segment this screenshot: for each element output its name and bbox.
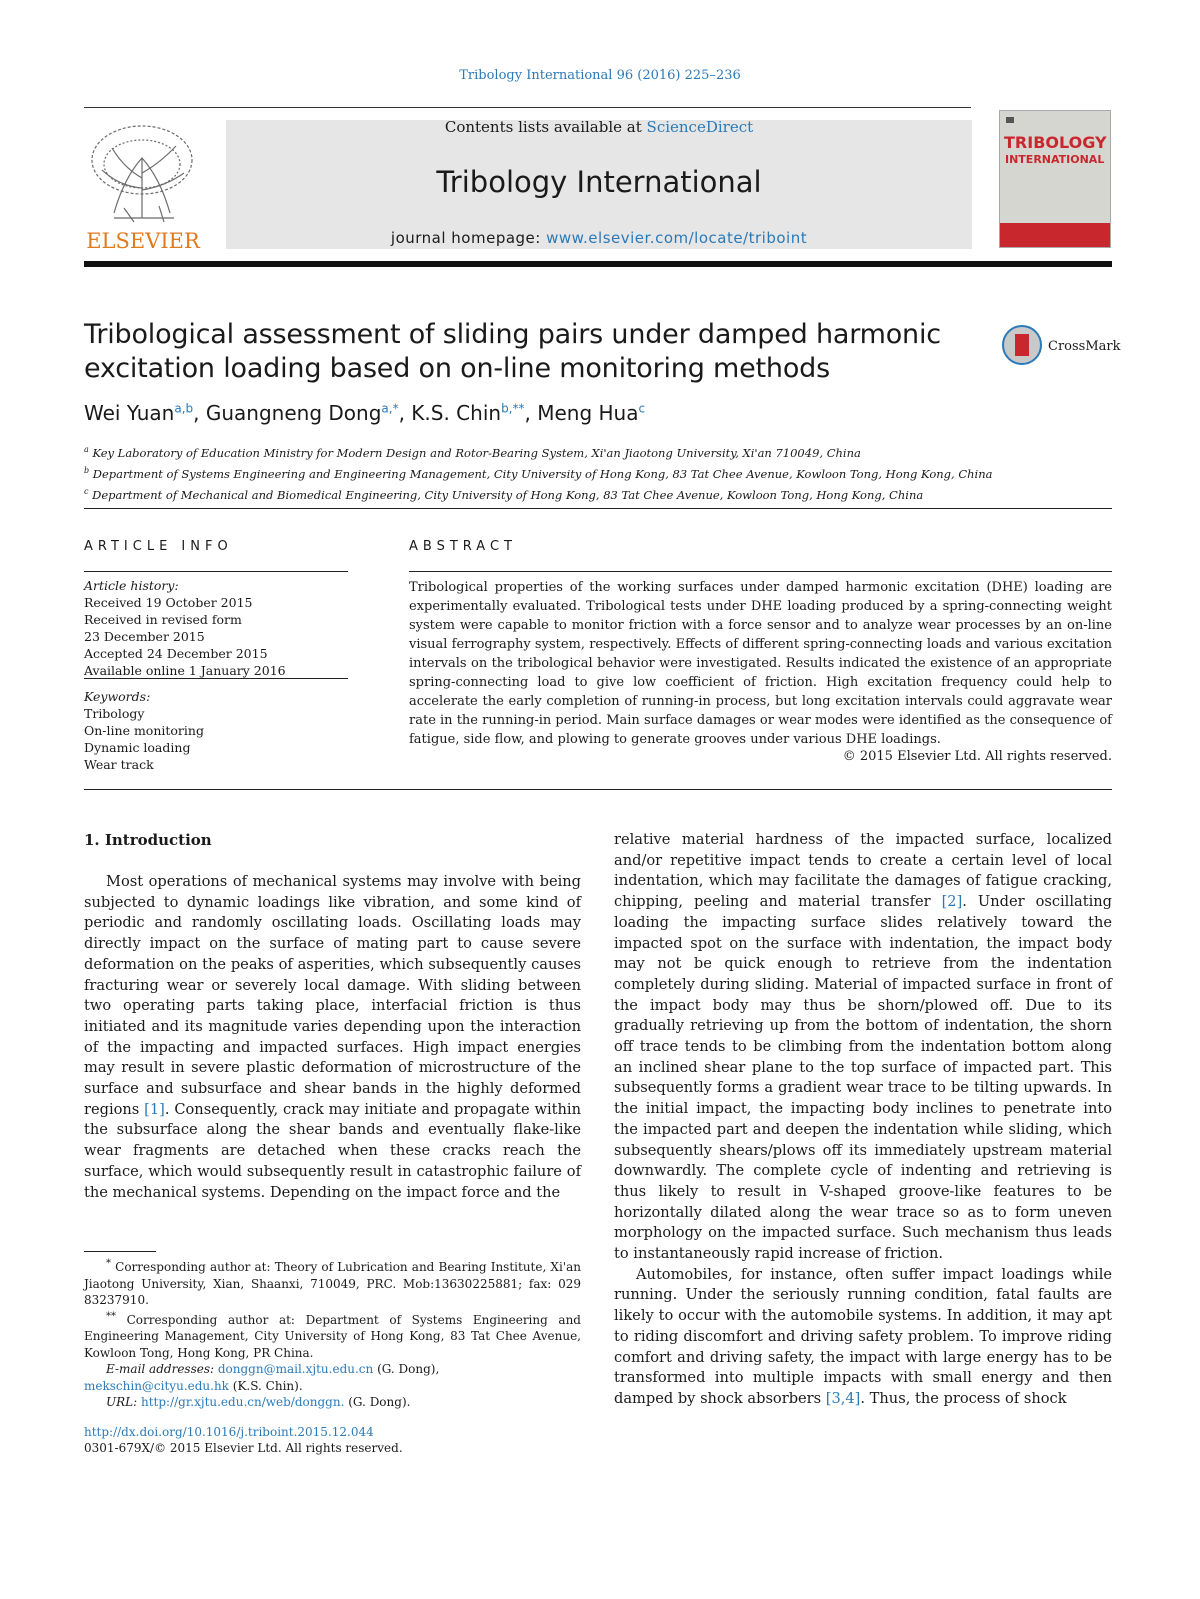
contents-line [226, 118, 972, 136]
citation-link[interactable]: [3,4] [825, 1389, 861, 1407]
history-item: Received in revised form [84, 612, 242, 627]
affiliation-list [84, 441, 1124, 503]
history-item: 23 December 2015 [84, 629, 205, 644]
author-name: Guangneng Dong [205, 401, 382, 425]
divider-rule [84, 508, 1112, 509]
journal-title: Tribology International [436, 165, 762, 199]
crossmark-badge[interactable] [1002, 325, 1121, 369]
abstract-text: Tribological properties of the working surfaces under damped harmonic excitation (DHE) loading are experimentally evaluated. Tribological tests under DHE loading produced by a spring-connecting weight system were capable to monitor friction with a force sensor and to analyze wear processes by an on-line visual ferrography system, respectively. Effects of different spring-connecting loads and various excitation intervals on the tribological behavior were investigated. Results indicated the existence of an appropriate spring-connecting load to give low coefficient of friction. High excitation frequency could help to accelerate the early completion of running-in process, but long excitation intervals could aggravate wear rate in the running-in period. Main surface damages or wear modes were identified as the consequence of fatigue, side flow, and plowing to generate grooves under various DHE loadings. [409, 580, 1112, 747]
footnote-rule [84, 1251, 156, 1252]
body-paragraph [614, 830, 1112, 1265]
affiliation-mark: a [84, 445, 89, 454]
contents-prefix: Contents lists available at [444, 118, 647, 136]
keyword: Tribology [84, 706, 145, 721]
affiliation-mark: b [84, 465, 90, 475]
affiliation [84, 441, 1124, 462]
citation-link[interactable]: [1] [144, 1100, 165, 1118]
divider-rule [409, 571, 1112, 572]
keywords [84, 688, 348, 773]
footnote-mark: ** [106, 1310, 116, 1322]
elsevier-wordmark: ELSEVIER [86, 229, 200, 252]
email-owner: (G. Dong), [373, 1362, 440, 1376]
keyword: On-line monitoring [84, 723, 204, 738]
email-link[interactable]: mekschin@cityu.edu.hk [84, 1378, 229, 1393]
homepage-prefix: journal homepage: [390, 229, 547, 247]
journal-reference-link[interactable]: Tribology International 96 (2016) 225–236 [459, 68, 741, 83]
email-owner: (K.S. Chin). [228, 1378, 303, 1393]
body-text: . Consequently, crack may initiate and propagate within the subsurface along the shear bands and eventually flake-like wear fragments are detached when these cracks reach the surface, which would subsequently result in catastrophic failure of the mechanical systems. Depending on the impact force and the [84, 1100, 581, 1201]
cover-publisher-mark [1006, 117, 1014, 123]
header-rule [84, 107, 971, 108]
footnote-emails-cont [84, 1378, 581, 1395]
article-title: Tribological assessment of sliding pairs under damped harmonic excitation loading based on on-line monitoring methods [84, 319, 941, 384]
body-text: Automobiles, for instance, often suffer impact loadings while running. Under the seriously running condition, fatal faults are likely to occur with the automobile systems. In addition, it may apt to riding discomfort and driving safety problem. To improve riding comfort and driving safety, the impact with large energy has to be transformed into multiple impacts with small energy and then damped by shock absorbers [614, 1265, 1112, 1407]
doi-block [84, 1424, 581, 1456]
author-affiliation-marks[interactable]: b,** [501, 401, 525, 416]
affiliation-mark: c [84, 486, 89, 496]
crossmark-label: CrossMark [1048, 339, 1121, 354]
body-text: . Thus, the process of shock [860, 1389, 1067, 1407]
keyword: Wear track [84, 757, 154, 772]
author-affiliation-marks[interactable]: c [638, 401, 646, 416]
crossmark-ribbon [1015, 334, 1029, 356]
author-list [84, 401, 1084, 425]
header-thick-rule [84, 261, 1112, 267]
author-name: K.S. Chin [411, 401, 502, 425]
homepage-url-link[interactable]: www.elsevier.com/locate/triboint [546, 229, 808, 247]
author-name: Wei Yuan [84, 401, 175, 425]
footnote-emails [84, 1361, 581, 1378]
url-label: URL: [106, 1395, 141, 1409]
article-history [84, 577, 348, 679]
journal-cover-thumbnail[interactable] [999, 110, 1111, 248]
email-link[interactable]: donggn@mail.xjtu.edu.cn [217, 1362, 374, 1376]
footnotes [84, 1256, 581, 1411]
footnote-url [84, 1394, 581, 1411]
body-text: Most operations of mechanical systems may involve with being subjected to dynamic loadings like vibration, and some kind of periodic and randomly oscillating loads. Oscillating loads may directly impact on the surface of mating part to cause severe deformation on the peaks of asperities, which subsequently causes fracturing wear or severely local damage. With sliding between two operating parts taking place, interfacial friction is thus initiated and its magnitude varies depending upon the interaction of the impacting and impacted surfaces. High impact energies may result in severe plastic deformation of microstructure of the surface and subsurface and shear bands in the highly deformed regions [84, 873, 581, 1118]
body-text: . Under oscillating loading the impacting surface slides relatively toward the impacted spot on the surface with indentation, the impact body may not be quick enough to retrieve from the indentation completely during sliding. Material of impacted surface in front of the impact body may thus be shorn/plowed off. Due to its gradually retrieving up from the bottom of indentation, the shorn off trace tends to be climbing from the indentation bottom along an inclined shear plane to the top surface of impacted part. This subsequently forms a gradient wear trace to be tilting upwards. In the initial impact, the impacting body inclines to penetrate into the impacted part and deepen the indentation while sliding, which subsequently shears/plows off its immediately upstream material downwardly. The complete cycle of indenting and retrieving is thus likely to result in V-shaped groove-like features to be horizontally dilated along the wear trace so as to form uneven morphology on the impacted surface. Such mechanism thus leads to instantaneously rapid increase of friction. [614, 893, 1112, 1263]
history-item: Accepted 24 December 2015 [84, 646, 268, 661]
author-name: Meng Hua [537, 401, 639, 425]
abstract-copyright: © 2015 Elsevier Ltd. All rights reserved. [842, 749, 1112, 764]
divider-rule [84, 571, 348, 572]
keywords-label: Keywords: [84, 689, 151, 704]
journal-homepage-line [226, 229, 972, 247]
cover-title-line1: TRIBOLOGY [1004, 133, 1107, 152]
sciencedirect-link[interactable]: ScienceDirect [646, 118, 754, 136]
affiliation [84, 462, 1124, 483]
body-paragraph [84, 872, 581, 1203]
author-separator: , [524, 401, 538, 425]
article-info-heading: ARTICLE INFO [84, 539, 233, 554]
issn-line: 0301-679X/© 2015 Elsevier Ltd. All rights reserved. [84, 1441, 403, 1455]
affiliation [84, 483, 1124, 504]
keyword: Dynamic loading [84, 740, 191, 755]
history-label: Article history: [84, 578, 179, 593]
citation-link[interactable]: [2] [941, 893, 963, 911]
divider-rule [84, 678, 348, 679]
email-label: E-mail addresses: [106, 1362, 218, 1376]
section-heading: 1. Introduction [84, 831, 212, 849]
url-link[interactable]: http://gr.xjtu.edu.cn/web/donggn. [140, 1395, 345, 1409]
elsevier-logo [84, 118, 202, 252]
url-owner: (G. Dong). [344, 1395, 411, 1409]
doi-link[interactable]: http://dx.doi.org/10.1016/j.triboint.2015.12.044 [84, 1425, 374, 1439]
history-item: Available online 1 January 2016 [84, 663, 286, 678]
divider-rule [84, 789, 1112, 790]
footnote-text: Corresponding author at: Department of Systems Engineering and Engineering Management, City University of Hong Kong, 83 Tat Chee Avenue, Kowloon Tong, Hong Kong, PR China. [84, 1312, 581, 1360]
body-paragraph [614, 1265, 1112, 1410]
right-column [614, 830, 1112, 1410]
affiliation-text: Department of Mechanical and Biomedical Engineering, City University of Hong Kong, 83 Tat Chee Avenue, Kowloon Tong, Hong Kong, China [92, 487, 924, 502]
footnote [84, 1309, 581, 1362]
footnote-text: Corresponding author at: Theory of Lubrication and Bearing Institute, Xi'an Jiaotong University, Xian, Shaanxi, 710049, PRC. Mob:13630225881; fax: 029 83237910. [84, 1260, 581, 1307]
author-separator: , [193, 401, 206, 425]
affiliation-text: Key Laboratory of Education Ministry for Modern Design and Rotor-Bearing System, Xi'an Jiaotong University, Xi'an 710049, China [92, 445, 861, 460]
author-affiliation-marks[interactable]: a,b [174, 401, 194, 416]
footnote [84, 1256, 581, 1309]
affiliation-text: Department of Systems Engineering and Engineering Management, City University of Hong Kong, 83 Tat Chee Avenue, Kowloon Tong, Hong Kong, China [92, 466, 993, 481]
footnote-mark: * [106, 1258, 111, 1269]
cover-red-band [1000, 223, 1110, 247]
author-separator: , [398, 401, 412, 425]
history-item: Received 19 October 2015 [84, 595, 253, 610]
cover-title-line2: INTERNATIONAL [1005, 153, 1105, 166]
abstract-heading: ABSTRACT [409, 539, 517, 554]
author-affiliation-marks[interactable]: a,* [381, 401, 399, 416]
body-text: relative material hardness of the impacted surface, localized and/or repetitive impact tends to create a certain level of local indentation, which may facilitate the damages of fatigue cracking, chipping, peeling and material transfer [614, 831, 1112, 911]
